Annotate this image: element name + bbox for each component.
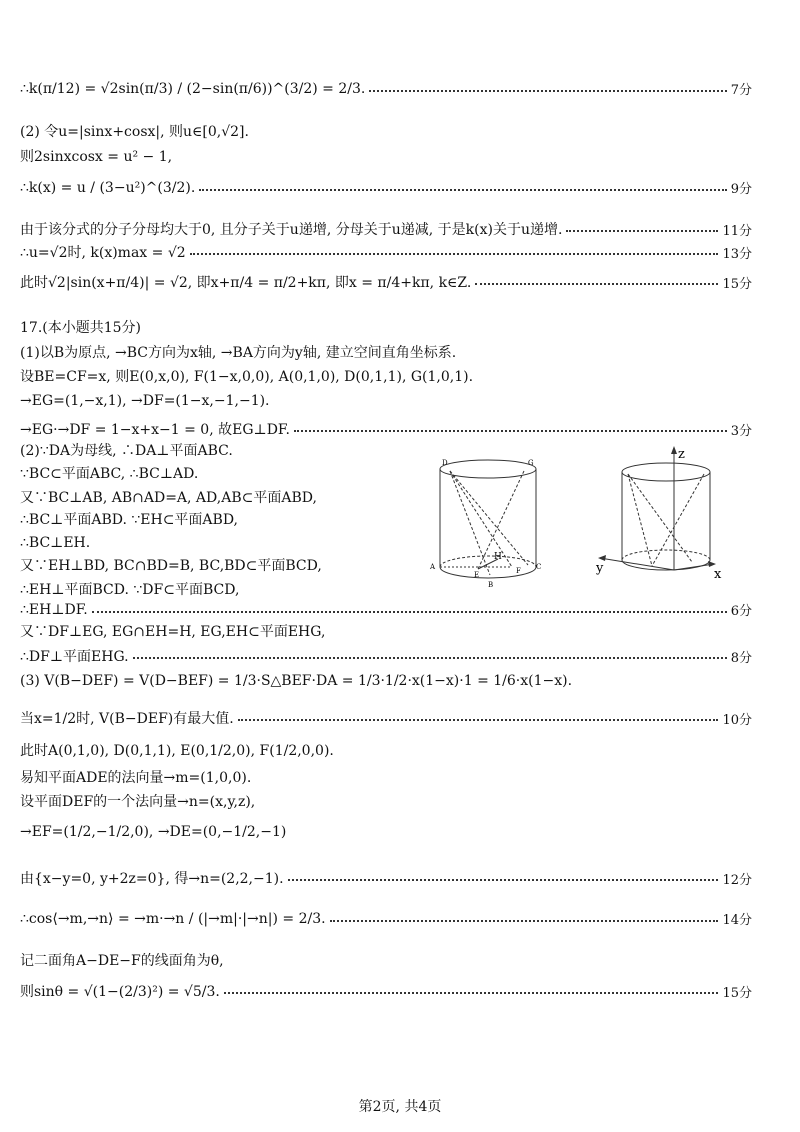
score-label: 6分 <box>730 604 752 619</box>
dot-leader <box>133 657 727 659</box>
solution-step-row <box>20 708 752 728</box>
solution-step-row <box>20 868 752 888</box>
solution-line: ∴EH⊥平面BCD. ∵DF⊂平面BCD, <box>20 582 240 598</box>
solution-line: (2) 令u=|sinx+cosx|, 则u∈[0,√2]. <box>20 124 249 140</box>
score-label: 10分 <box>722 712 752 728</box>
score-label: 9分 <box>730 182 752 197</box>
solution-line: 17.(本小题共15分) <box>20 320 142 336</box>
cylinder-figure-right <box>592 444 727 594</box>
solution-line: 设BE=CF=x, 则E(0,x,0), F(1−x,0,0), A(0,1,0), D(0,1,1), G(1,0,1). <box>20 369 474 385</box>
step-text: 此时√2|sin(x+π/4)| = √2, 即x+π/4 = π/2+kπ, 即x = π/4+kπ, k∈Z. <box>20 275 472 291</box>
solution-step-row <box>20 242 752 262</box>
dot-leader <box>92 611 727 613</box>
solution-step-row <box>20 981 752 1001</box>
step-text: →EG·→DF = 1−x+x−1 = 0, 故EG⊥DF. <box>20 422 290 438</box>
step-text: 当x=1/2时, V(B−DEF)有最大值. <box>20 711 234 727</box>
label-d: D <box>442 459 448 467</box>
solution-step-row <box>20 219 752 239</box>
score-label: 14分 <box>722 913 752 928</box>
score-label: 8分 <box>730 650 752 666</box>
solution-step-row <box>20 909 752 928</box>
solution-line: →EG=(1,−x,1), →DF=(1−x,−1,−1). <box>20 393 270 409</box>
dot-leader <box>190 253 719 255</box>
solution-line: (2)∵DA为母线, ∴DA⊥平面ABC. <box>20 443 233 459</box>
solution-line: ∵BC⊂平面ABC, ∴BC⊥AD. <box>20 466 199 482</box>
label-b: B <box>488 581 494 589</box>
score-label: 7分 <box>730 83 752 98</box>
solution-line: 又∵EH⊥BD, BC∩BD=B, BC,BD⊂平面BCD, <box>20 558 322 574</box>
step-text: ∴k(x) = u / (3−u²)^(3/2). <box>20 179 196 196</box>
solution-line: (1)以B为原点, →BC方向为x轴, →BA方向为y轴, 建立空间直角坐标系. <box>20 345 457 361</box>
solution-line: 又∵BC⊥AB, AB∩AD=A, AD,AB⊂平面ABD, <box>20 490 317 506</box>
label-g: G <box>528 459 534 467</box>
dot-leader <box>369 90 726 92</box>
step-text: 由于该分式的分子分母均大于0, 且分子关于u递增, 分母关于u递减, 于是k(x)关于u递增. <box>20 222 563 238</box>
score-label: 11分 <box>722 223 752 239</box>
step-text: ∴u=√2时, k(x)max = √2 <box>20 245 186 261</box>
dot-leader <box>475 283 718 285</box>
solution-line: 记二面角A−DE−F的线面角为θ, <box>20 953 224 969</box>
solution-step-row <box>20 419 752 439</box>
step-text: 由{x−y=0, y+2z=0}, 得→n=(2,2,−1). <box>20 871 284 887</box>
page-footer: 第2页, 共4页 <box>358 1099 442 1115</box>
label-a: A <box>430 563 436 571</box>
solution-line: →EF=(1/2,−1/2,0), →DE=(0,−1/2,−1) <box>20 824 287 840</box>
solution-line: 设平面DEF的一个法向量→n=(x,y,z), <box>20 794 256 810</box>
dot-leader <box>224 992 719 994</box>
label-f: F <box>516 567 521 575</box>
axis-y-label: y <box>596 561 604 576</box>
label-h: H <box>494 552 502 562</box>
solution-step-row <box>20 600 752 619</box>
solution-line: 此时A(0,1,0), D(0,1,1), E(0,1/2,0), F(1/2,0,0). <box>20 743 334 759</box>
dot-leader <box>288 879 719 881</box>
dot-leader <box>566 230 718 232</box>
label-e: E <box>474 571 480 579</box>
solution-step-row <box>20 272 752 292</box>
label-c: C <box>536 563 542 571</box>
solution-step-row <box>20 178 752 197</box>
dot-leader <box>238 719 719 721</box>
solution-step-row <box>20 646 752 666</box>
score-label: 3分 <box>730 423 752 439</box>
step-text: ∴cos⟨→m,→n⟩ = →m·→n / (|→m|·|→n|) = 2/3. <box>20 910 326 927</box>
axis-x-label: x <box>714 567 722 582</box>
solution-line: (3) V(B−DEF) = V(D−BEF) = 1/3·S△BEF·DA = 1/3·1/2·x(1−x)·1 = 1/6·x(1−x). <box>20 673 573 689</box>
cylinder-figure-left <box>428 455 548 595</box>
step-text: 则sinθ = √(1−(2/3)²) = √5/3. <box>20 984 220 1000</box>
solution-line: 则2sinxcosx = u² − 1, <box>20 149 173 165</box>
solution-line: 又∵DF⊥EG, EG∩EH=H, EG,EH⊂平面EHG, <box>20 624 326 640</box>
score-label: 15分 <box>722 985 752 1001</box>
axis-z-label: z <box>678 447 685 462</box>
dot-leader <box>294 430 727 432</box>
solution-step-row <box>20 79 752 98</box>
step-text: ∴k(π/12) = √2sin(π/3) / (2−sin(π/6))^(3/2) = 2/3. <box>20 80 366 97</box>
solution-line: 易知平面ADE的法向量→m=(1,0,0). <box>20 770 252 786</box>
dot-leader <box>330 920 719 922</box>
score-label: 15分 <box>722 276 752 292</box>
step-text: ∴EH⊥DF. <box>20 601 88 618</box>
solution-line: ∴BC⊥平面ABD. ∵EH⊂平面ABD, <box>20 512 238 528</box>
score-label: 13分 <box>722 246 752 262</box>
dot-leader <box>199 189 726 191</box>
step-text: ∴DF⊥平面EHG. <box>20 649 129 665</box>
solution-line: ∴BC⊥EH. <box>20 535 91 551</box>
score-label: 12分 <box>722 872 752 888</box>
